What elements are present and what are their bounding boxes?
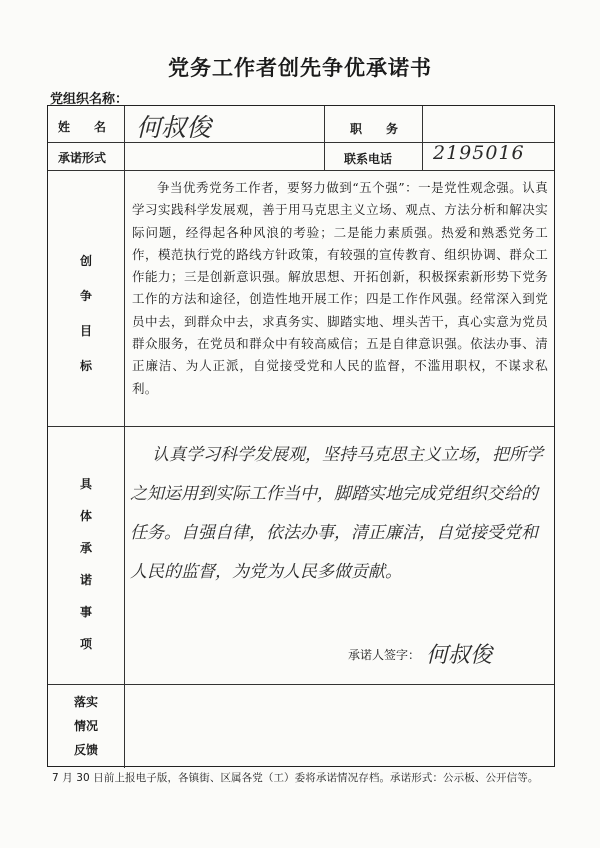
commitment-form [47,105,555,767]
commitments-text[interactable]: 认真学习科学发展观，坚持马克思主义立场，把所学之知运用到实际工作当中，脚踏实地完成党组织交给的任务。自强自律，依法办事，清正廉洁，自觉接受党和人民的监督，为党为人民多做贡献。 [130,445,543,582]
name-label: 姓 名 [58,120,107,134]
column-divider [324,106,325,170]
commitments-label: 具 体 承 诺 事 项 [79,477,92,651]
column-divider [422,106,423,170]
position-label: 职 务 [350,122,399,136]
phone-label: 联系电话 [344,152,393,166]
signature-name[interactable]: 何叔俊 [426,643,493,668]
goals-text: 争当优秀党务工作者，要努力做到“五个强”：一是党性观念强。认真学习实践科学发展观，善于用马克思主义立场、观点、方法分析和解决实际问题，经得起各种风浪的考验；二是能力素质强。热爱和熟悉党务工作，模范执行党的路线方针政策，有较强的宣传教育、组织协调、群众工作能力；三是创新意识强。解放思想、开拓创新，积极探索新形势下党务工作的方法和途径，创造性地开展工作；四是工作作风强。经常深入到党员中去，到群众中去，求真务实、脚踏实地、埋头苦干，真心实意为党员群众服务，在党员和群众中有较高威信；五是自律意识强。依法办事、清正廉洁、为人正派，自觉接受党和人民的监督，不滥用职权，不谋求私利。 [132,180,548,396]
org-name-label: 党组织名称： [50,92,129,107]
footnote: 7 月 30 日前上报电子版，各镇街、区属各党（工）委将承诺情况存档。承诺形式：公示板、公开信等。 [52,772,539,784]
signature-label: 承诺人签字： [348,648,421,662]
column-divider [124,106,125,768]
name-value[interactable]: 何叔俊 [136,113,212,142]
document-title: 党务工作者创先争优承诺书 [168,55,432,80]
feedback-label: 落实 情况 反馈 [73,695,98,757]
commit-form-label: 承诺形式 [58,151,107,165]
goals-label: 创 争 目 标 [79,254,92,373]
phone-value[interactable]: 2195016 [433,142,525,164]
